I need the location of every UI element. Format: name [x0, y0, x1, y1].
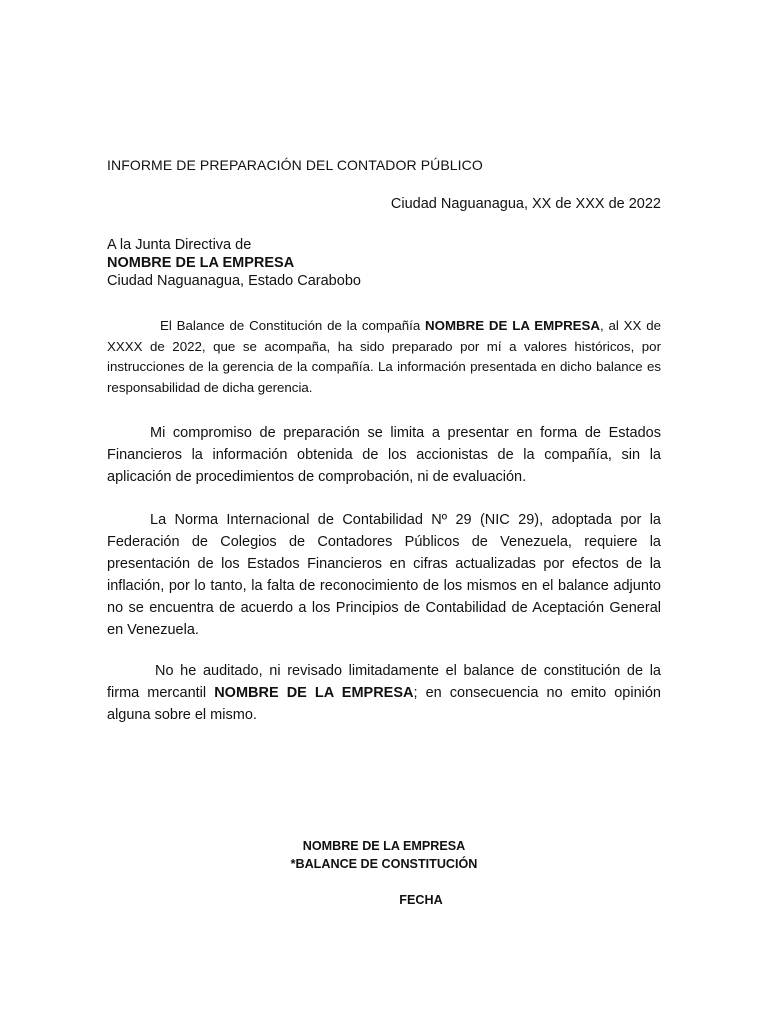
- recipient-block: [107, 236, 361, 290]
- paragraph-3: [107, 509, 661, 641]
- p2-text: Mi compromiso de preparación se limita a presentar en forma de Estados Financieros la información obtenida de los accionistas de la compañía, sin la aplicación de procedimientos de comprobación, ni de evaluación.: [107, 425, 661, 485]
- recipient-company: NOMBRE DE LA EMPRESA: [107, 255, 295, 271]
- recipient-location: Ciudad Naguanagua, Estado Carabobo: [107, 273, 361, 289]
- p1-company: NOMBRE DE LA EMPRESA: [425, 318, 601, 333]
- paragraph-2: [107, 422, 661, 488]
- p1-text-a: El Balance de Constitución de la compañía: [160, 318, 426, 333]
- report-title: INFORME DE PREPARACIÓN DEL CONTADOR PÚBLICO: [107, 157, 483, 173]
- footer-date: FECHA: [399, 893, 443, 907]
- p1-text-b: , al XX de XXXX de 2022, que se acompaña, ha sido preparado por mí a valores históricos, por instrucciones de la gerencia de la compañía. La información presentada en dicho balance es responsabilidad de dicha gerencia.: [107, 318, 662, 395]
- recipient-line: A la Junta Directiva de: [107, 237, 252, 253]
- date-line: Ciudad Naguanagua, XX de XXX de 2022: [390, 196, 661, 212]
- p4-text-a: No he auditado, ni revisado limitadamente el balance de constitución de la firma mercantil: [107, 663, 661, 701]
- paragraph-4: [107, 660, 661, 726]
- footer-subtitle: *BALANCE DE CONSTITUCIÓN: [290, 857, 478, 871]
- p4-company: NOMBRE DE LA EMPRESA: [214, 685, 414, 701]
- paragraph-1: [107, 316, 661, 398]
- footer-company: NOMBRE DE LA EMPRESA: [302, 839, 466, 853]
- p4-text-b: ; en consecuencia no emito opinión alguna sobre el mismo.: [107, 685, 661, 723]
- p3-text: La Norma Internacional de Contabilidad Nº 29 (NIC 29), adoptada por la Federación de Colegios de Contadores Públicos de Venezuela, requiere la presentación de los Estados Financieros en cifras actualizadas por efectos de la inflación, por lo tanto, la falta de reconocimiento de los mismos en el balance adjunto no se encuentra de acuerdo a los Principios de Contabilidad de Aceptación General en Venezuela.: [107, 512, 661, 638]
